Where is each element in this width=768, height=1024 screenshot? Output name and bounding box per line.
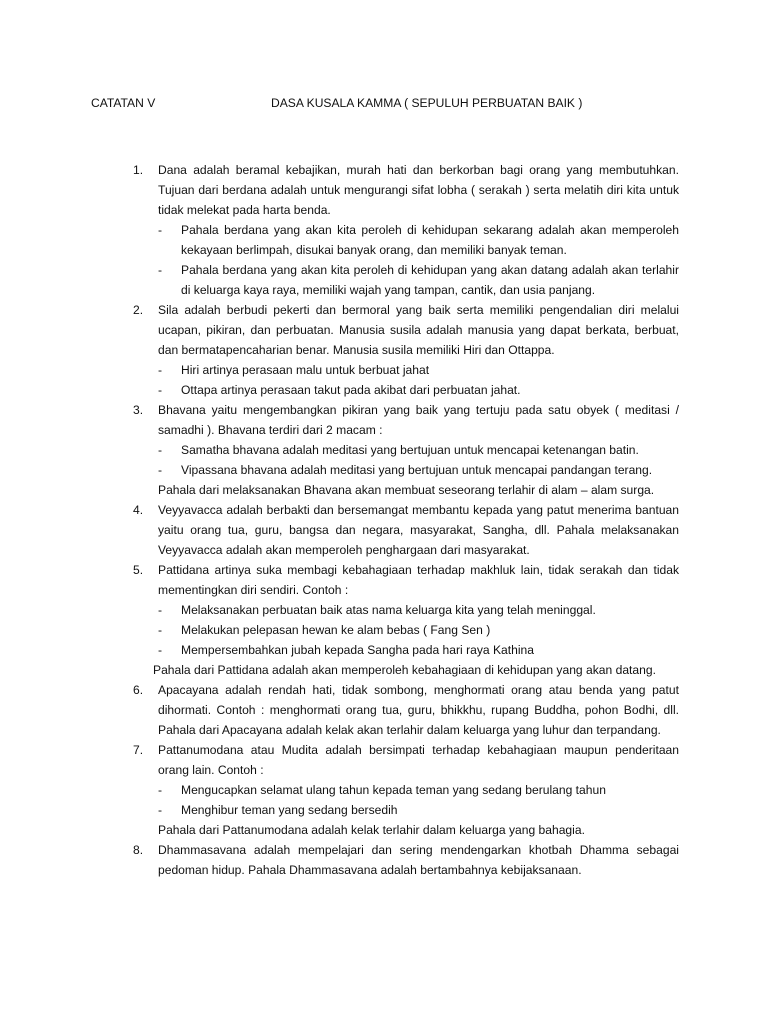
document-header — [0, 93, 768, 113]
sub-item-text: Melaksanakan perbuatan baik atas nama keluarga kita yang telah meninggal. — [181, 603, 596, 617]
dash-marker: - — [158, 223, 163, 237]
item-number: 2. — [133, 303, 144, 317]
sub-item — [0, 800, 768, 820]
item-number: 7. — [133, 743, 144, 757]
list-item — [0, 560, 768, 680]
sub-item — [0, 260, 768, 300]
sub-item — [0, 780, 768, 800]
sub-item-text: Pahala berdana yang akan kita peroleh di kehidupan yang akan datang adalah akan terlahir di keluarga kaya raya, memiliki wajah yang tampan, cantik, dan usia panjang. — [181, 263, 679, 297]
item-note: Pahala dari melaksanakan Bhavana akan membuat seseorang terlahir di alam – alam surga. — [158, 483, 655, 497]
item-note: Pahala dari Pattanumodana adalah kelak terlahir dalam keluarga yang bahagia. — [158, 823, 585, 837]
sub-item-text: Menghibur teman yang sedang bersedih — [181, 803, 398, 817]
page-title: DASA KUSALA KAMMA ( SEPULUH PERBUATAN BAIK ) — [271, 96, 583, 110]
dash-marker: - — [158, 383, 163, 397]
sub-item-text: Vipassana bhavana adalah meditasi yang bertujuan untuk mencapai pandangan terang. — [181, 463, 653, 477]
dash-marker: - — [158, 443, 163, 457]
item-number: 8. — [133, 843, 144, 857]
item-number: 6. — [133, 683, 144, 697]
sub-item-text: Melakukan pelepasan hewan ke alam bebas ( Fang Sen ) — [181, 623, 491, 637]
section-label: CATATAN V — [91, 96, 156, 110]
list-item — [0, 500, 768, 560]
dash-marker: - — [158, 263, 163, 277]
sub-item — [0, 360, 768, 380]
item-text: Veyyavacca adalah berbakti dan bersemangat membantu kepada yang patut menerima bantuan yaitu orang tua, guru, bangsa dan negara, masyarakat, Sangha, dll. Pahala melaksanakan Veyyavacca adalah akan memperoleh penghargaan dari masyarakat. — [158, 503, 679, 557]
sub-item — [0, 620, 768, 640]
item-text: Sila adalah berbudi pekerti dan bermoral yang baik serta memiliki pengendalian diri melalui ucapan, pikiran, dan perbuatan. Manusia susila adalah manusia yang dapat berkata, berbuat, dan bermatapencaharian benar. Manusia susila memiliki Hiri dan Ottappa. — [158, 303, 679, 357]
sub-item — [0, 440, 768, 460]
dash-marker: - — [158, 643, 163, 657]
sub-item — [0, 380, 768, 400]
item-text: Apacayana adalah rendah hati, tidak sombong, menghormati orang atau benda yang patut dihormati. Contoh : menghormati orang tua, guru, bhikkhu, rupang Buddha, pohon Bodhi, dll. Pahala dari Apacayana adalah kelak akan terlahir dalam keluarga yang luhur dan terpandang. — [158, 683, 679, 737]
sub-item — [0, 460, 768, 480]
item-number: 3. — [133, 403, 144, 417]
list-item — [0, 160, 768, 300]
item-note: Pahala dari Pattidana adalah akan memperoleh kebahagiaan di kehidupan yang akan datang. — [153, 663, 656, 677]
list-item — [0, 680, 768, 740]
item-text: Dhammasavana adalah mempelajari dan sering mendengarkan khotbah Dhamma sebagai pedoman hidup. Pahala Dhammasavana adalah bertambahnya kebijaksanaan. — [158, 843, 679, 877]
sub-item-text: Hiri artinya perasaan malu untuk berbuat jahat — [181, 363, 430, 377]
item-number: 5. — [133, 563, 144, 577]
sub-item — [0, 640, 768, 660]
dash-marker: - — [158, 463, 163, 477]
sub-item — [0, 220, 768, 260]
item-text: Pattanumodana atau Mudita adalah bersimpati terhadap kebahagiaan maupun penderitaan orang lain. Contoh : — [158, 743, 679, 777]
dash-marker: - — [158, 623, 163, 637]
list-item — [0, 740, 768, 840]
dash-marker: - — [158, 603, 163, 617]
list-item — [0, 300, 768, 400]
item-number: 4. — [133, 503, 144, 517]
dash-marker: - — [158, 783, 163, 797]
list-item — [0, 840, 768, 880]
list-item — [0, 400, 768, 500]
sub-item-text: Samatha bhavana adalah meditasi yang bertujuan untuk mencapai ketenangan batin. — [181, 443, 639, 457]
item-text: Bhavana yaitu mengembangkan pikiran yang baik yang tertuju pada satu obyek ( meditasi / samadhi ). Bhavana terdiri dari 2 macam : — [158, 403, 679, 437]
item-text: Dana adalah beramal kebajikan, murah hati dan berkorban bagi orang yang membutuhkan. Tujuan dari berdana adalah untuk mengurangi sifat lobha ( serakah ) serta melatih diri kita untuk tidak melekat pada harta benda. — [158, 163, 679, 217]
sub-item-text: Ottapa artinya perasaan takut pada akibat dari perbuatan jahat. — [181, 383, 521, 397]
item-text: Pattidana artinya suka membagi kebahagiaan terhadap makhluk lain, tidak serakah dan tidak mementingkan diri sendiri. Contoh : — [158, 563, 679, 597]
sub-item-text: Pahala berdana yang akan kita peroleh di kehidupan sekarang adalah akan memperoleh kekayaan berlimpah, disukai banyak orang, dan memiliki banyak teman. — [181, 223, 679, 257]
sub-item-text: Mengucapkan selamat ulang tahun kepada teman yang sedang berulang tahun — [181, 783, 606, 797]
dash-marker: - — [158, 803, 163, 817]
sub-item-text: Mempersembahkan jubah kepada Sangha pada hari raya Kathina — [181, 643, 534, 657]
dash-marker: - — [158, 363, 163, 377]
sub-item — [0, 600, 768, 620]
item-number: 1. — [133, 163, 144, 177]
numbered-list — [0, 160, 768, 880]
